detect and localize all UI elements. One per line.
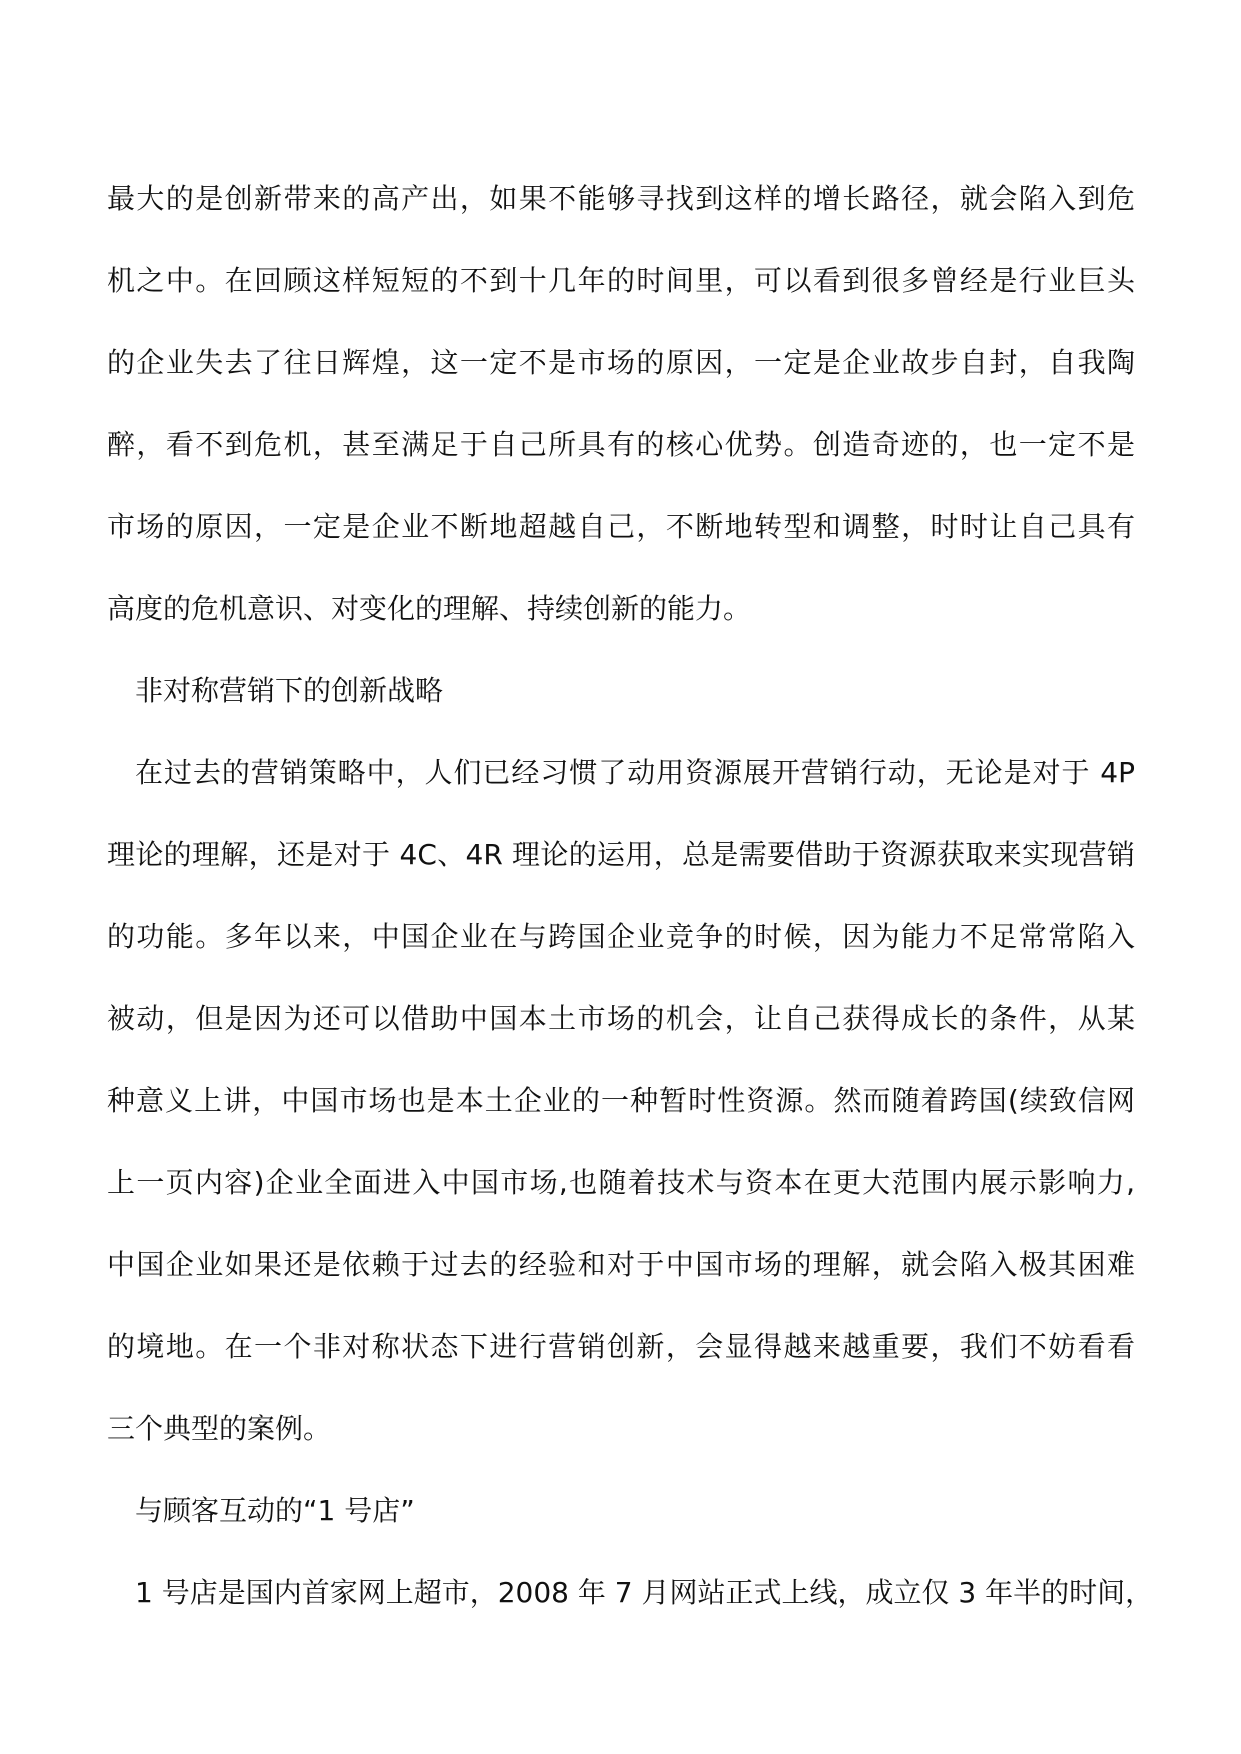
text-line: 1 号店是国内首家网上超市，2008 年 7 月网站正式上线，成立仅 3 年半的时间， [135,1576,1154,1609]
text-line: 的企业失去了往日辉煌，这一定不是市场的原因，一定是企业故步自封，自我陶 [107,346,1135,379]
text-line: 中国企业如果还是依赖于过去的经验和对于中国市场的理解，就会陷入极其困难 [107,1248,1135,1281]
text-line: 最大的是创新带来的高产出，如果不能够寻找到这样的增长路径，就会陷入到危 [107,182,1135,215]
text-line: 的境地。在一个非对称状态下进行营销创新，会显得越来越重要，我们不妨看看 [107,1330,1135,1363]
section-heading: 与顾客互动的“1 号店” [135,1494,415,1527]
text-line: 市场的原因，一定是企业不断地超越自己，不断地转型和调整，时时让自己具有 [107,510,1135,543]
text-line: 被动，但是因为还可以借助中国本土市场的机会，让自己获得成长的条件，从某 [107,1002,1135,1035]
text-line: 在过去的营销策略中，人们已经习惯了动用资源展开营销行动，无论是对于 4P [135,756,1135,789]
text-line: 醉，看不到危机，甚至满足于自己所具有的核心优势。创造奇迹的，也一定不是 [107,428,1135,461]
text-line: 高度的危机意识、对变化的理解、持续创新的能力。 [107,592,752,625]
text-line: 理论的理解，还是对于 4C、4R 理论的运用，总是需要借助于资源获取来实现营销 [107,838,1135,871]
text-line: 三个典型的案例。 [107,1412,332,1445]
section-heading: 非对称营销下的创新战略 [135,674,444,707]
text-line: 种意义上讲，中国市场也是本土企业的一种暂时性资源。然而随着跨国(续致信网 [107,1084,1135,1117]
text-line: 机之中。在回顾这样短短的不到十几年的时间里，可以看到很多曾经是行业巨头 [107,264,1135,297]
text-line: 的功能。多年以来，中国企业在与跨国企业竞争的时候，因为能力不足常常陷入 [107,920,1135,953]
document-body [107,158,1154,1634]
text-line: 上一页内容)企业全面进入中国市场,也随着技术与资本在更大范围内展示影响力, [107,1166,1135,1199]
